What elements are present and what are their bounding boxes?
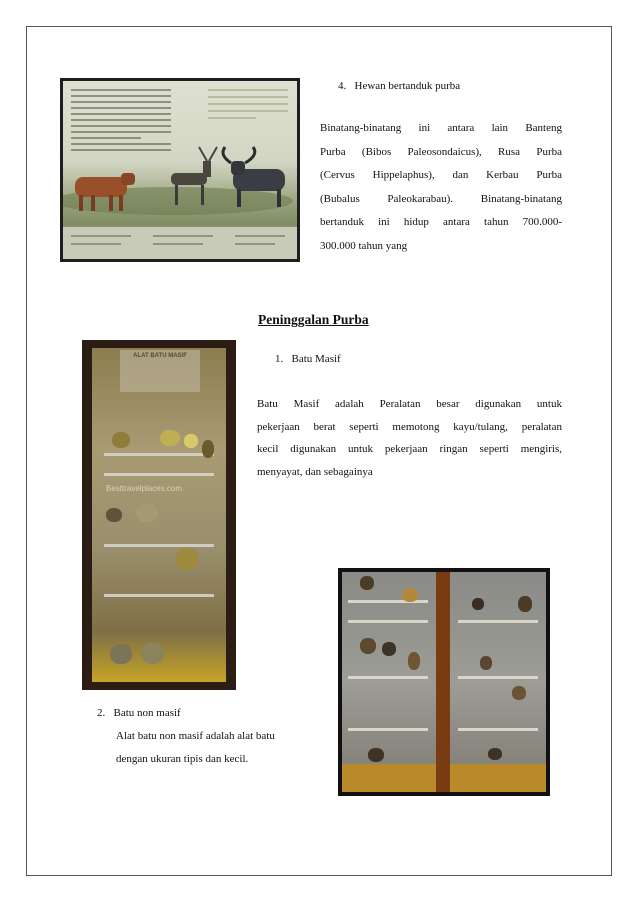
batu-non-masif-title-text: Batu non masif <box>113 707 181 719</box>
hewan-paragraph <box>320 117 562 258</box>
hewan-line: Binatang-binatang ini antara lain Banteng <box>320 122 562 134</box>
batu-masif-line: menyayat, dan sebagainya <box>257 465 373 478</box>
hewan-line: Purba (Bibos Paleosondaicus), Rusa Purba <box>320 145 562 158</box>
horned-animals-photo <box>60 78 300 262</box>
batu-non-masif-line: Alat batu non masif adalah alat batu <box>116 730 275 742</box>
section-heading: Peninggalan Purba <box>258 312 369 327</box>
hewan-line: (Cervus Hippelaphus), dan Kerbau Purba <box>320 169 562 181</box>
batu-masif-line: kecil digunakan untuk pekerjaan ringan seperti mengiris, <box>257 443 562 455</box>
hewan-line: 300.000 tahun yang <box>320 239 408 252</box>
batu-non-masif-cabinet-photo <box>338 568 550 796</box>
batu-masif-cabinet-photo <box>82 340 236 690</box>
cabinet-watermark: Besttravelplaces.com <box>106 484 183 493</box>
hewan-item-number: 4. <box>338 80 347 92</box>
batu-non-masif-title <box>97 703 181 723</box>
batu-non-masif-item-number: 2. <box>97 707 106 719</box>
batu-non-masif-line: dengan ukuran tipis dan kecil. <box>116 752 249 765</box>
batu-masif-item-number: 1. <box>275 353 284 365</box>
hewan-title <box>338 76 460 96</box>
batu-masif-paragraph <box>257 393 562 483</box>
batu-masif-title <box>275 349 341 369</box>
batu-masif-line: pekerjaan berat seperti memotong kayu/tulang, peralatan <box>257 420 562 433</box>
hewan-line: (Bubalus Paleokarabau). Binatang-binatang <box>320 192 562 205</box>
batu-masif-line: Batu Masif adalah Peralatan besar digunakan untuk <box>257 398 562 410</box>
hewan-title-text: Hewan bertanduk purba <box>354 80 461 92</box>
cabinet-sign: ALAT BATU MASIF <box>120 350 200 392</box>
batu-non-masif-paragraph <box>116 725 311 770</box>
hewan-line: bertanduk ini hidup antara tahun 700.000- <box>320 216 562 228</box>
batu-masif-title-text: Batu Masif <box>291 353 341 365</box>
